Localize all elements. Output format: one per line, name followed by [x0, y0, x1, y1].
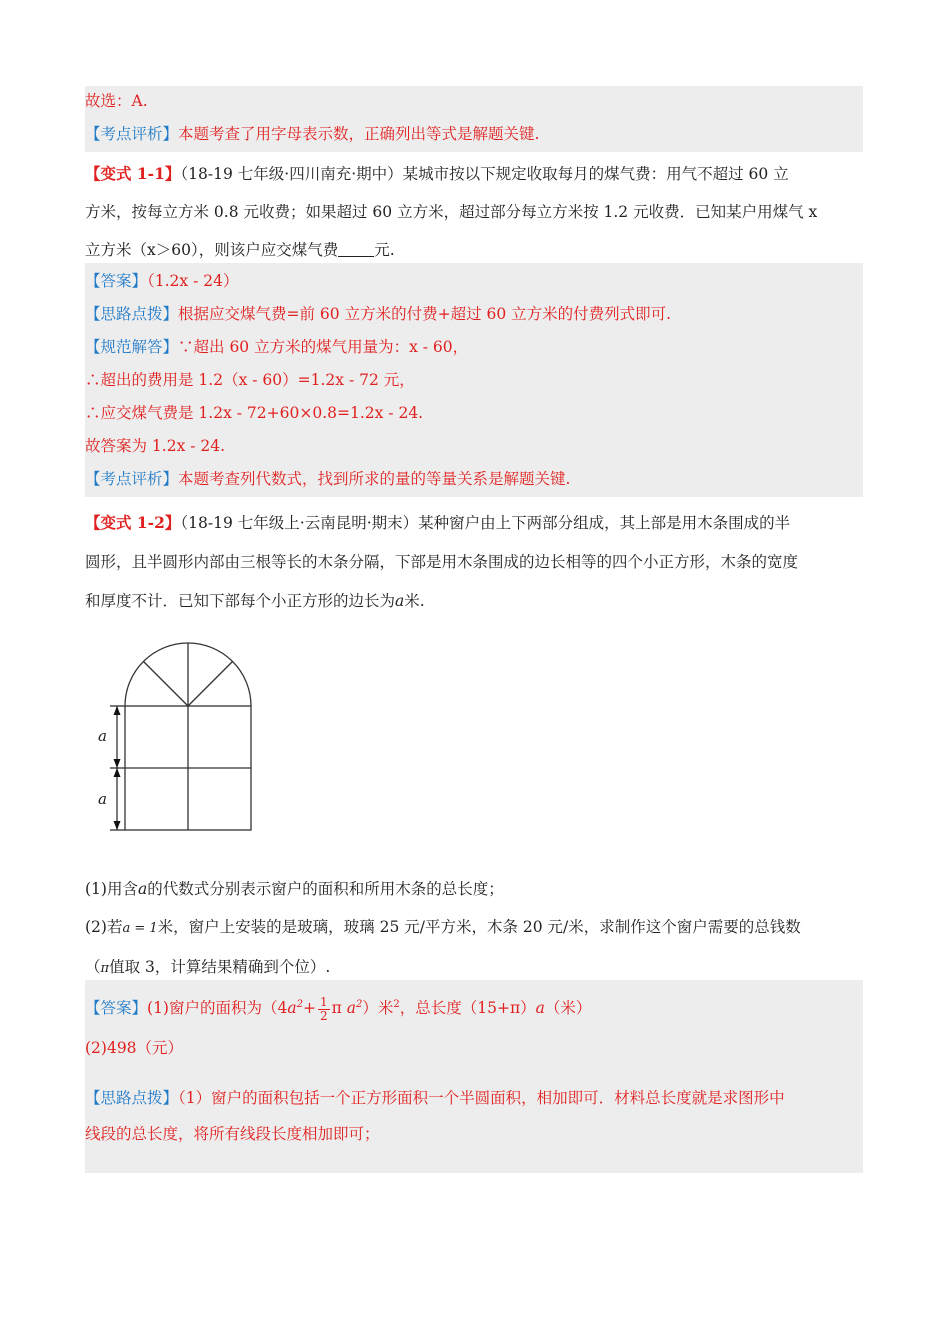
variant-1-1-question — [85, 155, 863, 269]
variant-1-1-line2: 方米，按每立方米 0.8 元收费；如果超过 60 立方米，超过部分每立方米按 1.2 元收费．已知某户用煤气 x — [85, 203, 818, 221]
q1-post: 的代数式分别表示窗户的面积和所用木条的总长度； — [147, 880, 504, 898]
label-a-bottom: a — [98, 790, 107, 808]
tag-kaodian-2: 【考点评析】 — [85, 470, 179, 488]
tag-kaodian: 【考点评析】 — [85, 125, 179, 143]
guifan-line1 — [85, 331, 863, 364]
q2-pi: π — [100, 961, 110, 976]
kaodian-line — [85, 116, 863, 152]
var-a: a — [395, 592, 405, 610]
q1-pre: (1)用含 — [85, 880, 138, 898]
q2-line2-pre: （ — [85, 958, 101, 976]
variant-1-1-text3: 立方米（x＞60），则该户应交煤气费 — [85, 241, 339, 259]
ans1-pi: π — [331, 999, 342, 1018]
tag-answer: 【答案】 — [85, 272, 148, 290]
ans1-end: （米） — [544, 999, 592, 1018]
tag-silu: 【思路点拨】 — [85, 305, 179, 323]
ans1-a1: a — [287, 999, 297, 1018]
q2-line — [85, 908, 863, 948]
ans1-a2: a — [346, 999, 356, 1018]
sub-questions — [85, 870, 863, 988]
tag-silu-2: 【思路点拨】 — [85, 1089, 179, 1107]
q2-line2-post: 值取 3，计算结果精确到个位）. — [109, 958, 331, 976]
fraction-half — [318, 996, 330, 1023]
variant-1-2-text3: 和厚度不计．已知下部每个小正方形的边长为 — [85, 592, 396, 610]
silu-2-text1: （1）窗户的面积包括一个正方形面积一个半圆面积，相加即可．材料总长度就是求图形中 — [178, 1089, 785, 1107]
variant-1-2-text1: （18-19 七年级上·云南昆明·期末）某种窗户由上下两部分组成，其上部是用木条围成的半 — [180, 514, 791, 532]
label-a-top: a — [98, 727, 107, 745]
variant-1-1-text3-post: 元. — [374, 241, 395, 259]
block-solution-end — [85, 86, 863, 152]
silu-2-line2: 线段的总长度，将所有线段长度相加即可； — [85, 1125, 380, 1143]
kaodian-text: 本题考查了用字母表示数，正确列出等式是解题关键. — [178, 125, 540, 143]
block-variant-1-2-answer — [85, 980, 863, 1173]
q2-pre: (2)若 — [85, 918, 123, 936]
q2-cond: a = 1 — [122, 921, 158, 936]
q2-post: 米，窗户上安装的是玻璃，玻璃 25 元/平方米，木条 20 元/米，求制作这个窗户需要的总钱数 — [157, 918, 801, 936]
answer-blank — [338, 238, 374, 257]
q1-var-a: a — [137, 880, 148, 898]
variant-1-1-line1 — [85, 155, 863, 193]
guifan-text1: ∵超出 60 立方米的煤气用量为：x - 60， — [178, 338, 469, 356]
variant-1-2-line2: 圆形，且半圆形内部由三根等长的木条分隔，下部是用木条围成的边长相等的四个小正方形，木条的宽度 — [85, 553, 799, 571]
frac-num: 1 — [319, 994, 328, 1009]
silu-text: 根据应交煤气费=前 60 立方米的付费+超过 60 立方米的付费列式即可. — [178, 305, 672, 323]
ans1-pre: (1)窗户的面积为（4 — [147, 999, 288, 1018]
guifan-line4: 故答案为 1.2x - 24. — [85, 437, 226, 455]
window-figure — [95, 638, 265, 838]
variant-1-2-text3-post: 米. — [404, 592, 425, 610]
answer-2-line: (2)498（元） — [85, 1039, 184, 1057]
variant-1-2-line3 — [85, 582, 863, 621]
variant-1-1-text1: （18-19 七年级·四川南充·期中）某城市按以下规定收取每月的煤气费：用气不超过 60 立 — [180, 165, 789, 183]
guifan-line2: ∴超出的费用是 1.2（x - 60）=1.2x - 72 元， — [85, 371, 415, 389]
ans1-post: ，总长度（15+π） — [399, 999, 536, 1018]
silu-2-line1 — [85, 1080, 863, 1116]
choice-line: 故选：A. — [85, 92, 148, 110]
guifan-line3: ∴应交煤气费是 1.2x - 72+60×0.8=1.2x - 24. — [85, 404, 424, 422]
kaodian-text-2: 本题考查列代数式，找到所求的量的等量关系是解题关键. — [178, 470, 571, 488]
variant-1-2-line1 — [85, 503, 863, 543]
frac-den: 2 — [319, 1008, 328, 1023]
answer-line — [85, 263, 863, 298]
answer-1-line: 【答案】(1)窗户的面积为（$4a^2+$ $\frac{1}{2}$ π $a^2$）米$^2$，总长度（15+π）a（米） — [85, 994, 592, 1023]
q1-line — [85, 870, 863, 908]
tag-variant-1-2: 【变式 1-2】 — [85, 513, 181, 532]
ans1-a3: a — [535, 999, 545, 1018]
tag-variant-1-1: 【变式 1-1】 — [85, 164, 181, 183]
kaodian-line-2 — [85, 463, 863, 496]
tag-answer-2: 【答案】 — [85, 999, 148, 1018]
ans1-mid2: ）米 — [362, 999, 394, 1018]
tag-guifan: 【规范解答】 — [85, 338, 179, 356]
divider-left — [144, 662, 189, 707]
block-variant-1-1-solution — [85, 263, 863, 497]
answer-text: （1.2x - 24） — [147, 272, 239, 290]
silu-line — [85, 298, 863, 331]
variant-1-2-question — [85, 503, 863, 621]
divider-right — [188, 662, 233, 707]
